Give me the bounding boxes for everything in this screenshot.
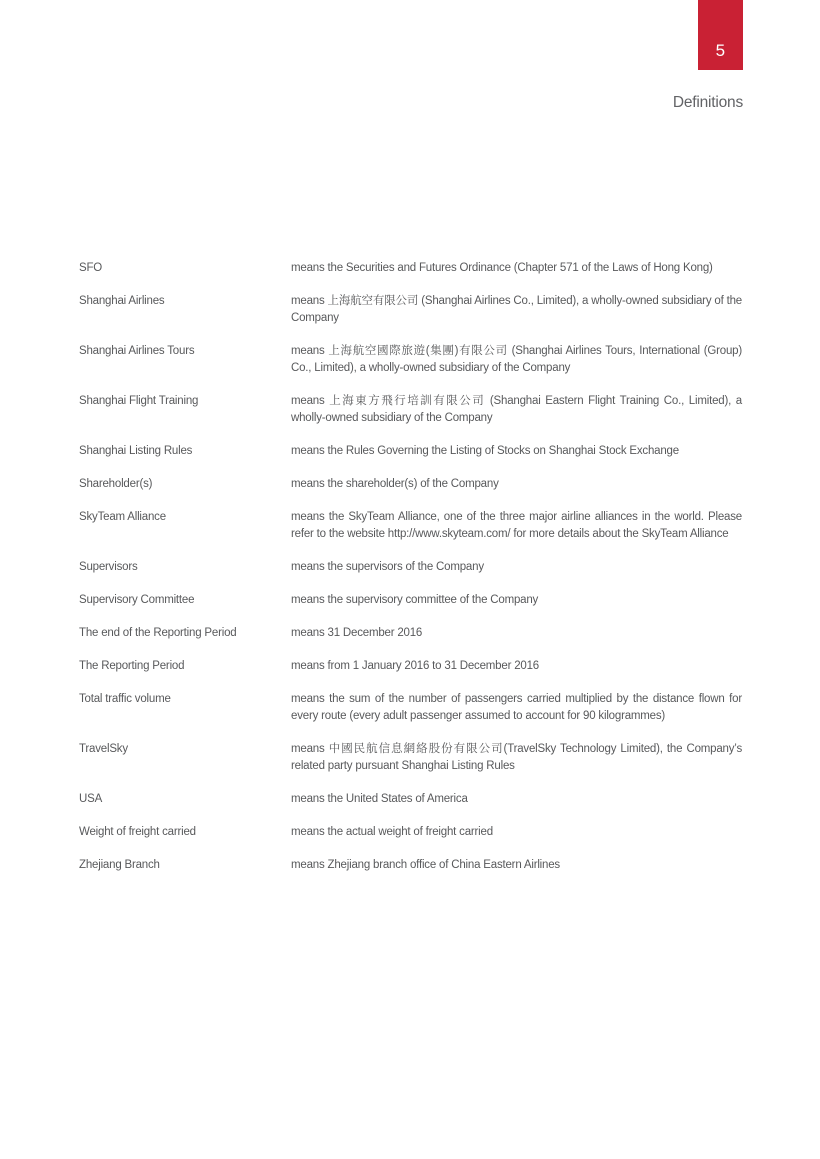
definition-row	[79, 658, 742, 675]
definition-row	[79, 857, 742, 874]
definition-term: Shanghai Listing Rules	[79, 445, 193, 457]
definitions-list	[79, 260, 742, 890]
definition-text: means the sum of the number of passengers carried multiplied by the distance flown for every route (every adult passenger assumed to account for 90 kilogrammes)	[291, 693, 742, 722]
definition-term: Zhejiang Branch	[79, 859, 160, 871]
definition-row	[79, 824, 742, 841]
definition-term: Weight of freight carried	[79, 826, 196, 838]
definition-row	[79, 741, 742, 775]
definition-row	[79, 393, 742, 427]
definition-term: Supervisors	[79, 561, 138, 573]
definition-text: means the supervisors of the Company	[291, 561, 484, 573]
definition-text: means from 1 January 2016 to 31 December 2016	[291, 660, 539, 672]
definition-term: Shanghai Flight Training	[79, 395, 199, 407]
definition-row	[79, 691, 742, 725]
page-number: 5	[715, 41, 726, 60]
definition-text: means 中國民航信息網絡股份有限公司(TravelSky Technology Limited), the Company’s related party pursuant Shanghai Listing Rules	[291, 743, 742, 772]
definition-row	[79, 260, 742, 277]
definition-text: means the Securities and Futures Ordinance (Chapter 571 of the Laws of Hong Kong)	[291, 262, 713, 274]
definition-term: Supervisory Committee	[79, 594, 195, 606]
definition-row	[79, 443, 742, 460]
definition-term: The end of the Reporting Period	[79, 627, 237, 639]
definition-row	[79, 559, 742, 576]
definition-term: SFO	[79, 262, 103, 274]
definition-term: The Reporting Period	[79, 660, 185, 672]
definition-term: USA	[79, 793, 103, 805]
definition-row	[79, 509, 742, 543]
definition-term: Shanghai Airlines Tours	[79, 345, 195, 357]
definition-row	[79, 791, 742, 808]
definition-term: SkyTeam Alliance	[79, 511, 166, 523]
definition-text: means the shareholder(s) of the Company	[291, 478, 499, 490]
definition-term: Shanghai Airlines	[79, 295, 165, 307]
definition-row	[79, 476, 742, 493]
definition-text: means the SkyTeam Alliance, one of the three major airline alliances in the world. Please refer to the website http://www.skyteam.com/ for more details about the SkyTeam Alliance	[291, 511, 742, 540]
definition-row	[79, 592, 742, 609]
definition-term: Shareholder(s)	[79, 478, 153, 490]
definition-text: means Zhejiang branch office of China Eastern Airlines	[291, 859, 560, 871]
definition-text: means 上海東方飛行培訓有限公司 (Shanghai Eastern Flight Training Co., Limited), a wholly-owned subsidiary of the Company	[291, 395, 742, 424]
definition-text: means the supervisory committee of the Company	[291, 594, 539, 606]
definition-text: means 上海航空有限公司 (Shanghai Airlines Co., Limited), a wholly-owned subsidiary of the Company	[291, 295, 742, 324]
definition-text: means 31 December 2016	[291, 627, 423, 639]
definition-text: means 上海航空國際旅遊(集團)有限公司 (Shanghai Airlines Tours, International (Group) Co., Limited), a wholly-owned subsidiary of the Company	[291, 345, 742, 374]
definition-term: Total traffic volume	[79, 693, 171, 705]
definition-term: TravelSky	[79, 743, 128, 755]
definition-text: means the United States of America	[291, 793, 468, 805]
definition-row	[79, 625, 742, 642]
definition-text: means the actual weight of freight carried	[291, 826, 493, 838]
definition-row	[79, 293, 742, 327]
page-title: Definitions	[672, 94, 743, 111]
page-number-box	[698, 0, 743, 70]
definition-row	[79, 343, 742, 377]
definition-text: means the Rules Governing the Listing of Stocks on Shanghai Stock Exchange	[291, 445, 679, 457]
